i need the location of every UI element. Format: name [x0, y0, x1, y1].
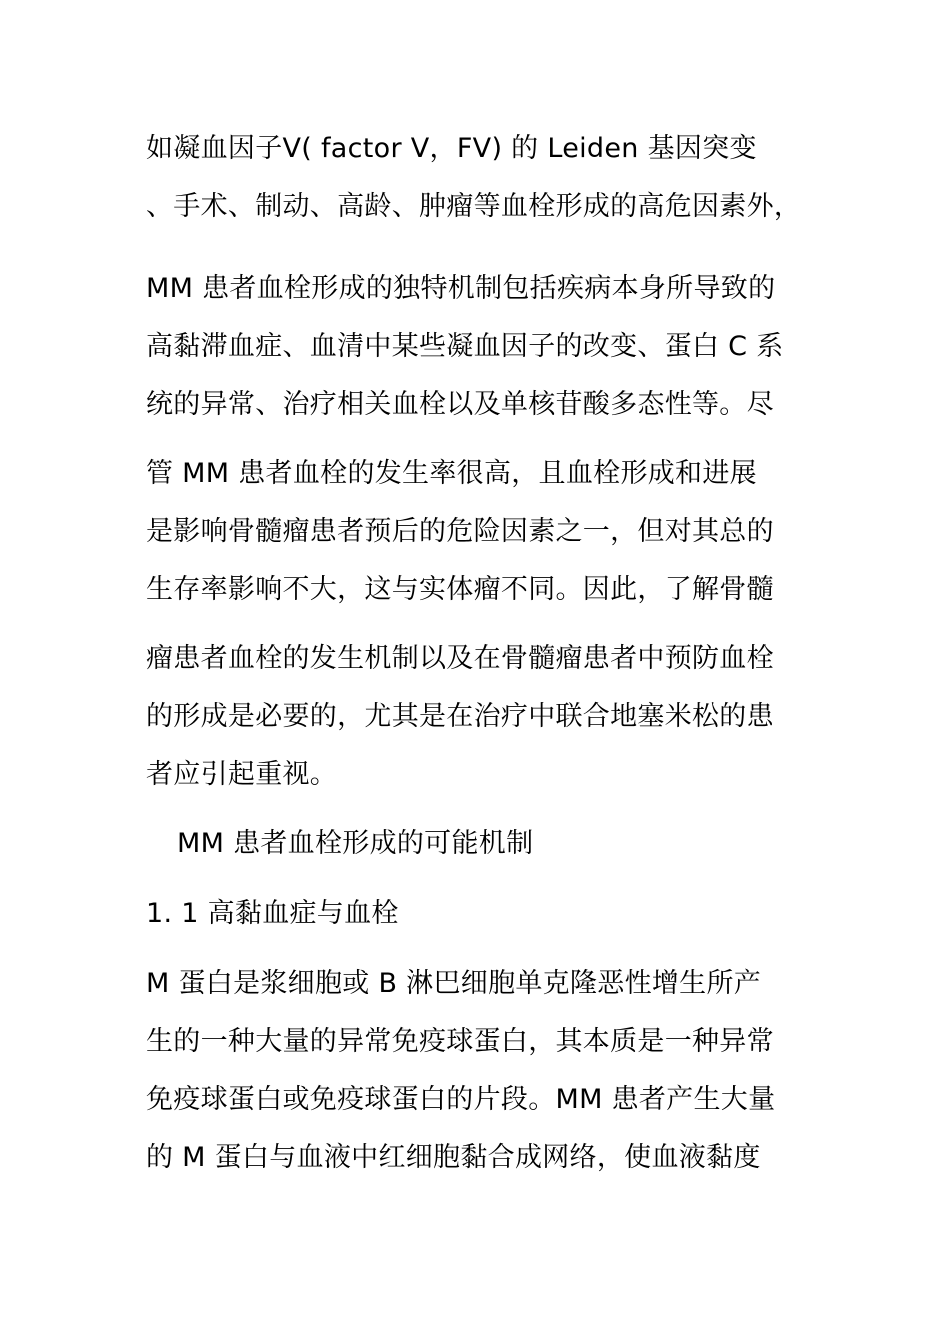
text-line-7: 是影响骨髓瘤患者预后的危险因素之一，但对其总的: [146, 516, 774, 547]
text-line-5: 统的异常、治疗相关血栓以及单核苷酸多态性等。尽: [146, 389, 774, 420]
text-line-14: M 蛋白是浆细胞或 B 淋巴细胞单克隆恶性增生所产: [146, 968, 762, 999]
text-line-16: 免疫球蛋白或免疫球蛋白的片段。MM 患者产生大量: [146, 1084, 776, 1115]
text-line-3: MM 患者血栓形成的独特机制包括疾病本身所导致的: [146, 273, 776, 304]
text-line-9: 瘤患者血栓的发生机制以及在骨髓瘤患者中预防血栓: [146, 643, 774, 674]
text-line-10: 的形成是必要的，尤其是在治疗中联合地塞米松的患: [146, 701, 774, 732]
subsection-heading: 1. 1 高黏血症与血栓: [146, 898, 399, 929]
text-line-1: 如凝血因子Ⅴ( factor Ⅴ，FⅤ) 的 Leiden 基因突变: [146, 133, 757, 164]
text-line-6: 管 MM 患者血栓的发生率很高，且血栓形成和进展: [146, 458, 757, 489]
text-line-15: 生的一种大量的异常免疫球蛋白，其本质是一种异常: [146, 1026, 774, 1057]
text-line-11: 者应引起重视。: [146, 759, 338, 790]
section-heading: MM 患者血栓形成的可能机制: [177, 828, 534, 859]
text-line-17: 的 M 蛋白与血液中红细胞黏合成网络，使血液黏度: [146, 1142, 761, 1173]
text-line-2: 、手术、制动、高龄、肿瘤等血栓形成的高危因素外，: [146, 191, 802, 222]
text-line-4: 高黏滞血症、血清中某些凝血因子的改变、蛋白 C 系: [146, 331, 784, 362]
text-line-8: 生存率影响不大，这与实体瘤不同。因此，了解骨髓: [146, 574, 774, 605]
